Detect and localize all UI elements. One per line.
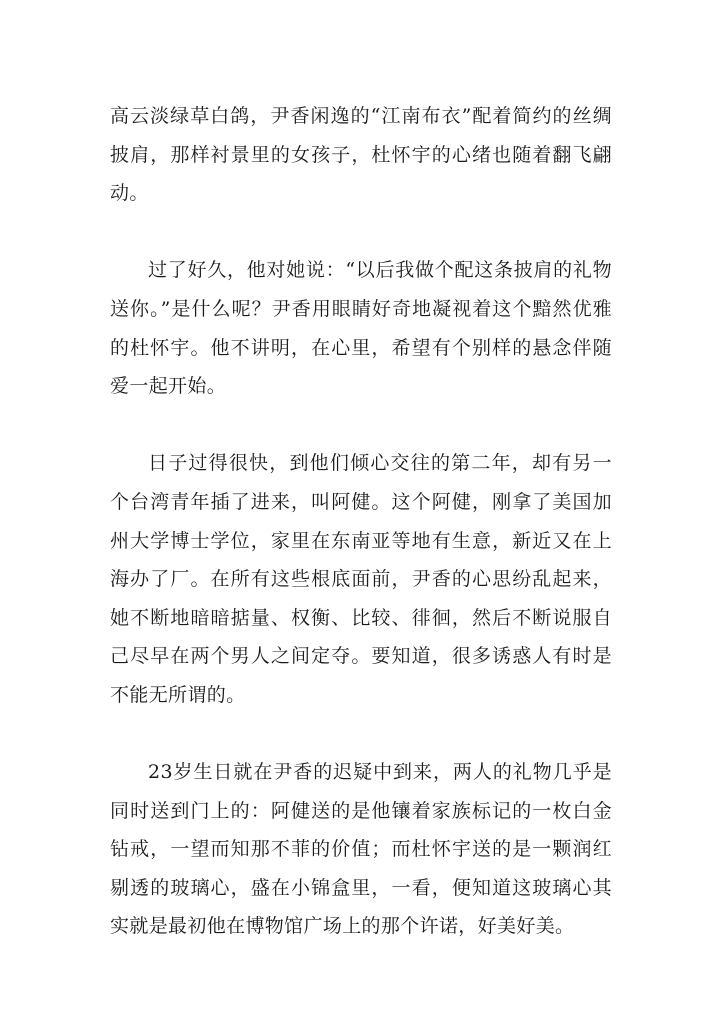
- document-body: [110, 97, 612, 946]
- paragraph-2: 过了好久，他对她说：“以后我做个配这条披肩的礼物送你。”是什么呢？尹香用眼睛好奇地凝视着这个黯然优雅的杜怀宇。他不讲明，在心里，希望有个别样的悬念伴随爱一起开始。: [110, 259, 612, 398]
- paragraph-1: 高云淡绿草白鸽，尹香闲逸的“江南布衣”配着简约的丝绸披肩，那样衬景里的女孩子，杜怀宇的心绪也随着翻飞翩动。: [110, 105, 612, 205]
- paragraph-4: 23岁生日就在尹香的迟疑中到来，两人的礼物几乎是同时送到门上的：阿健送的是他镶着家族标记的一枚白金钻戒，一望而知那不菲的价值；而杜怀宇送的是一颗润红剔透的玻璃心，盛在小锦盒里，一看，便知道这玻璃心其实就是最初他在博物馆广场上的那个许诺，好美好美。: [110, 761, 612, 938]
- paragraph-3: 日子过得很快，到他们倾心交往的第二年，却有另一个台湾青年插了进来，叫阿健。这个阿健，刚拿了美国加州大学博士学位，家里在东南亚等地有生意，新近又在上海办了厂。在所有这些根底面前，尹香的心思纷乱起来，她不断地暗暗掂量、权衡、比较、徘徊，然后不断说服自己尽早在两个男人之间定夺。要知道，很多诱惑人有时是不能无所谓的。: [110, 452, 612, 706]
